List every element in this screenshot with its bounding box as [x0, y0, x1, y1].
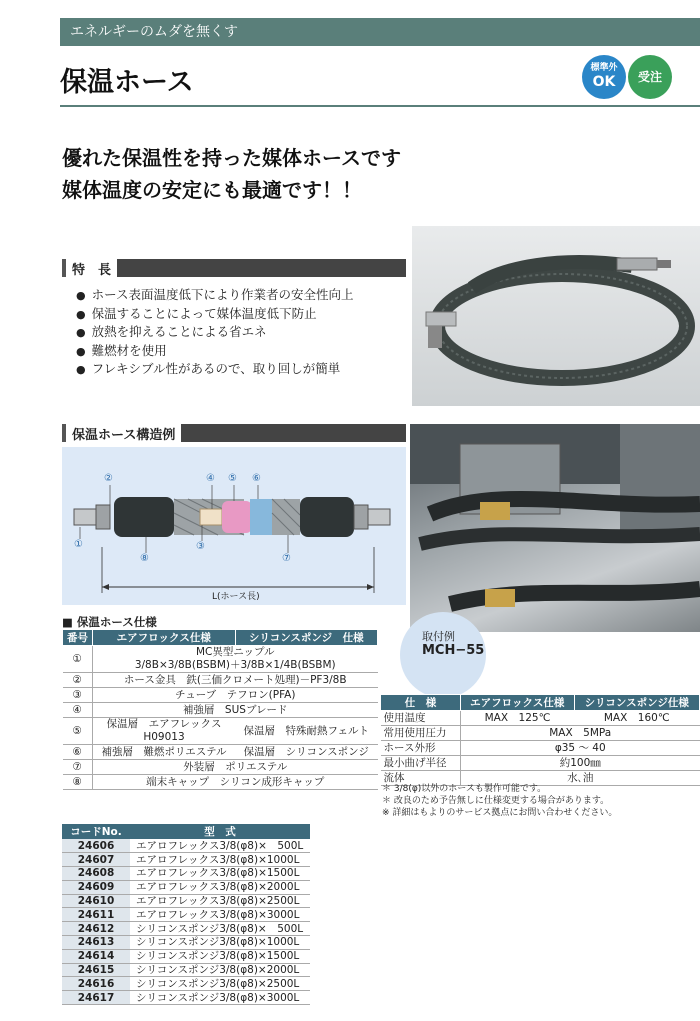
features-heading: 特 長: [72, 259, 117, 278]
section-marker: [62, 259, 66, 277]
callout-4: ④: [206, 473, 215, 484]
model-cell: シリコンスポンジ3/8(φ8)× 500L: [130, 922, 310, 936]
code-cell: 24614: [62, 949, 130, 963]
caption-label: 取付例: [422, 630, 455, 643]
table-row: [63, 760, 378, 775]
section-marker: [62, 424, 66, 442]
headline-line-1: 優れた保温性を持った媒体ホースです: [62, 146, 401, 170]
list-item: ● フレキシブル性があるので、取り回しが簡単: [76, 360, 354, 379]
row-right: 保温層 シリコンスポンジ: [235, 745, 377, 760]
row-number: ⑥: [63, 745, 93, 760]
row-left-line2: H09013: [143, 731, 185, 743]
table-row: [62, 977, 310, 991]
header-cell: 仕 様: [381, 695, 461, 711]
note-line: ＊ 3/8(φ)以外のホースも製作可能です。: [382, 784, 547, 794]
row-number: ②: [63, 673, 93, 688]
header-cell: シリコンスポンジ 仕様: [235, 630, 377, 646]
table-row: [62, 867, 310, 881]
table-row: [381, 726, 700, 741]
list-item: ● 保温することによって媒体温度低下防止: [76, 305, 354, 324]
row-number: ③: [63, 688, 93, 703]
callout-5: ⑤: [228, 473, 237, 484]
structure-cross-section: [62, 447, 406, 605]
model-cell: シリコンスポンジ3/8(φ8)×1000L: [130, 936, 310, 950]
table-row: [63, 775, 378, 790]
table-row: [62, 880, 310, 894]
non-standard-ok-badge: [582, 55, 626, 99]
code-cell: 24617: [62, 991, 130, 1005]
model-cell: エアロフレックス3/8(φ8)×1500L: [130, 867, 310, 881]
table-row: [63, 646, 378, 673]
badge-big-text: OK: [592, 74, 616, 90]
value-b: MAX 160℃: [574, 711, 699, 726]
title-divider: [60, 105, 700, 107]
row-number: ⑤: [63, 718, 93, 745]
table-row: [62, 949, 310, 963]
header-cell: エアフロックス仕様: [461, 695, 575, 711]
spec-table-heading: ■ 保温ホース仕様: [62, 615, 157, 629]
value-both: φ35 ～ 40: [461, 741, 700, 756]
note-line: ＊ 改良のため予告無しに仕様変更する場合があります。: [382, 796, 610, 806]
header-cell: コードNo.: [62, 824, 130, 839]
table-row: [63, 718, 378, 745]
notes: [382, 783, 617, 819]
installation-caption: [422, 630, 484, 658]
row-label: 常用使用圧力: [381, 726, 461, 741]
headline-line-2: 媒体温度の安定にも最適です！！: [62, 178, 362, 202]
row-label: 使用温度: [381, 711, 461, 726]
table-row: [62, 908, 310, 922]
model-cell: エアロフレックス3/8(φ8)×3000L: [130, 908, 310, 922]
table-row: [63, 673, 378, 688]
code-cell: 24615: [62, 963, 130, 977]
table-row: [381, 741, 700, 756]
value-both: MAX 5MPa: [461, 726, 700, 741]
model-code-table: [62, 824, 310, 1005]
hose-coil-illustration: [412, 226, 700, 406]
code-cell: 24609: [62, 880, 130, 894]
code-cell: 24606: [62, 839, 130, 853]
header-cell: エアフロックス仕様: [93, 630, 236, 646]
row-left-line1: 保温層 エアフレックス: [106, 718, 222, 730]
row-text: [93, 646, 378, 673]
value-both: 約100㎜: [461, 756, 700, 771]
table-header-row: [381, 695, 700, 711]
length-label: L(ホース長): [212, 592, 260, 602]
header-cell: 番号: [63, 630, 93, 646]
installation-illustration: [410, 424, 700, 632]
list-item: ● 放熱を抑えることによる省エネ: [76, 323, 354, 342]
row-label: 最小曲げ半径: [381, 756, 461, 771]
table-row: [63, 703, 378, 718]
structure-heading: 保温ホース構造例: [72, 424, 181, 443]
row-text: 端末キャップ シリコン成形キャップ: [93, 775, 378, 790]
table-row: [62, 963, 310, 977]
model-cell: エアロフレックス3/8(φ8)×1000L: [130, 853, 310, 867]
model-cell: シリコンスポンジ3/8(φ8)×3000L: [130, 991, 310, 1005]
row-number: ①: [63, 646, 93, 673]
table-row: [63, 745, 378, 760]
callout-3: ③: [196, 541, 205, 552]
model-cell: エアロフレックス3/8(φ8)×2500L: [130, 894, 310, 908]
table-row: [62, 853, 310, 867]
row-left: 補強層 難燃ポリエステル: [93, 745, 236, 760]
made-to-order-badge: 受注: [628, 55, 672, 99]
model-cell: エアロフレックス3/8(φ8)× 500L: [130, 839, 310, 853]
section-bar: [117, 259, 406, 277]
row-number: ⑧: [63, 775, 93, 790]
installation-photo: [410, 424, 700, 632]
table-row: [381, 711, 700, 726]
row-number: ⑦: [63, 760, 93, 775]
list-item: ● 難燃材を使用: [76, 342, 354, 361]
table-row: [62, 936, 310, 950]
row-right: 保温層 特殊耐熱フェルト: [235, 718, 377, 745]
hose-structure-diagram: [62, 447, 406, 605]
model-cell: シリコンスポンジ3/8(φ8)×1500L: [130, 949, 310, 963]
model-cell: シリコンスポンジ3/8(φ8)×2500L: [130, 977, 310, 991]
code-cell: 24616: [62, 977, 130, 991]
model-cell: シリコンスポンジ3/8(φ8)×2000L: [130, 963, 310, 977]
badge-small-text: 標準外: [590, 63, 618, 73]
callout-2: ②: [104, 473, 113, 484]
table-row: [62, 922, 310, 936]
features-section-header: [62, 259, 406, 277]
callout-8: ⑧: [140, 553, 149, 564]
list-item: ● ホース表面温度低下により作業者の安全性向上: [76, 286, 354, 305]
code-cell: 24611: [62, 908, 130, 922]
code-cell: 24613: [62, 936, 130, 950]
code-cell: 24608: [62, 867, 130, 881]
table-header-row: [62, 824, 310, 839]
row-left: [93, 718, 236, 745]
feature-list: [76, 286, 354, 379]
callout-6: ⑥: [252, 473, 261, 484]
page-title: 保温ホース: [60, 67, 194, 98]
component-spec-table: [62, 629, 378, 790]
table-row: [62, 839, 310, 853]
row-text: 補強層 SUSブレード: [93, 703, 378, 718]
table-row: [381, 756, 700, 771]
row-number: ④: [63, 703, 93, 718]
performance-spec-table: [380, 694, 700, 786]
row-text: ホース金具 鉄(三価クロメート処理)－PF3/8B: [93, 673, 378, 688]
table-row: [63, 688, 378, 703]
header-cell: 型 式: [130, 824, 310, 839]
section-bar: [181, 424, 406, 442]
value-a: MAX 125℃: [461, 711, 575, 726]
row-text: 外装層 ポリエステル: [93, 760, 378, 775]
model-cell: エアロフレックス3/8(φ8)×2000L: [130, 880, 310, 894]
code-cell: 24612: [62, 922, 130, 936]
row-text: チューブ テフロン(PFA): [93, 688, 378, 703]
callout-7: ⑦: [282, 553, 291, 564]
table-row: [62, 894, 310, 908]
tagline-bar: エネルギーのムダを無くす: [60, 18, 700, 46]
row-text-line2: 3/8B×3/8B(BSBM)＋3/8B×1/4B(BSBM): [134, 659, 336, 671]
structure-section-header: [62, 424, 406, 442]
note-line: ※ 詳細はもよりのサービス拠点にお問い合わせください。: [382, 808, 618, 818]
row-label: ホース外形: [381, 741, 461, 756]
row-label: 流体: [381, 771, 461, 786]
table-header-row: [63, 630, 378, 646]
callout-1: ①: [74, 539, 83, 550]
header-cell: シリコンスポンジ仕様: [574, 695, 699, 711]
code-cell: 24607: [62, 853, 130, 867]
caption-model: MCH−55: [422, 643, 485, 658]
code-cell: 24610: [62, 894, 130, 908]
row-text-line1: MC異型ニップル: [195, 646, 275, 658]
value-both: 水､油: [461, 771, 700, 786]
table-row: [62, 991, 310, 1005]
hose-product-photo: [412, 226, 700, 406]
